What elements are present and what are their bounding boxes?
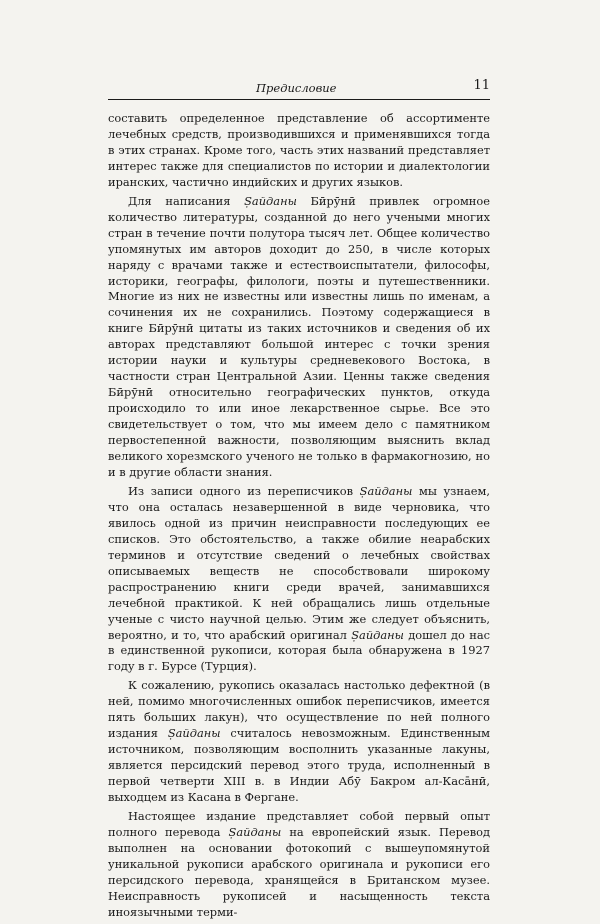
text-segment: К сожалению, рукопись оказалась настолько дефектной (в ней, помимо многочисленных ошибок переписчиков, имеется пять больших лакун), что осуществление по ней полного издания xyxy=(108,678,490,741)
text-segment: считалось невозможным. Единственным источником, позволяющим восполнить указанные лакуны, является персидский перевод этого труда, исполненный в первой четверти XIII в. в Индии Абӯ Бакром ал-Касāнӣ, выходцем из Касана в Фергане. xyxy=(108,726,490,805)
paragraph xyxy=(108,194,490,481)
italic-title: Ṣайданы xyxy=(244,193,297,208)
italic-title: Ṣайданы xyxy=(228,824,282,839)
running-title: Предисловие xyxy=(256,81,337,95)
paragraph xyxy=(108,111,490,191)
text-segment: дошел до нас в единственной рукописи, которая была обнаружена в 1927 году в г. Бурсе (Турция). xyxy=(108,627,491,674)
text-segment: мы узнаем, что она осталась незавершенной в виде черновика, что явилось одной из причин неисправности последующих ее списков. Это обстоятельство, а также обилие неарабских терминов и отсутствие сведений о лечебных свойствах описываемых веществ не способствовали широкому распространению книги среди врачей, занимавшихся лечебной практикой. К ней обращались лишь отдельные ученые с чисто научной целью. Этим же следует объяснить, вероятно, и то, что арабский оригинал xyxy=(108,483,490,642)
paragraph xyxy=(108,678,490,806)
body-text xyxy=(108,111,490,924)
text-segment: составить определенное представление об ассортименте лечебных средств, производившихся и применявшихся тогда в этих странах. Кроме того, часть этих названий представляет интерес также для специалистов по истории и диалектологии иранских, частично индийских и других языков. xyxy=(108,111,490,189)
text-segment: Из записи одного из переписчиков xyxy=(128,483,360,498)
text-segment: на европейский язык. Перевод выполнен на основании фотокопий с вышеупомянутой уникальной рукописи арабского оригинала и рукописи его персидского перевода, хранящейся в Британском музее. Неисправность рукописей и насыщенность текста иноязычными терми- xyxy=(108,824,490,919)
italic-title: Ṣайданы xyxy=(167,726,221,741)
page-header xyxy=(108,78,490,98)
paragraph xyxy=(108,484,490,675)
text-segment: Для написания xyxy=(128,193,245,208)
text-segment: Настоящее издание представляет собой первый опыт полного перевода xyxy=(108,808,490,839)
page-number: 11 xyxy=(473,78,490,93)
italic-title: Ṣайданы xyxy=(359,483,413,498)
text-segment: Бӣрӯнӣ привлек огромное количество литературы, созданной до него учеными многих стран в течение почти полутора тысяч лет. Общее количество упомянутых им авторов доходит до 250, в числе которых наряду с врачами также и естествоиспытатели, философы, историки, географы, филологи, поэты и путешественники. Многие из них не известны или известны лишь по именам, а сочинения их не сохранились. Поэтому содержащиеся в книге Бӣрӯнӣ цитаты из таких источников и сведения об их авторах представляют большой интерес с точки зрения истории науки и культуры средневекового Востока, в частности стран Центральной Азии. Ценны также сведения Бӣрӯнӣ относительно географических пунктов, откуда происходило то или иное лекарственное сырье. Все это свидетельствует о том, что мы имеем дело с памятником первостепенной важности, позволяющим выяснить вклад великого хорезмского ученого не только в фармакогнозию, но и в другие области знания. xyxy=(108,193,491,479)
italic-title: Ṣайданы xyxy=(351,627,404,642)
header-rule xyxy=(108,99,490,100)
paragraph xyxy=(108,809,490,921)
